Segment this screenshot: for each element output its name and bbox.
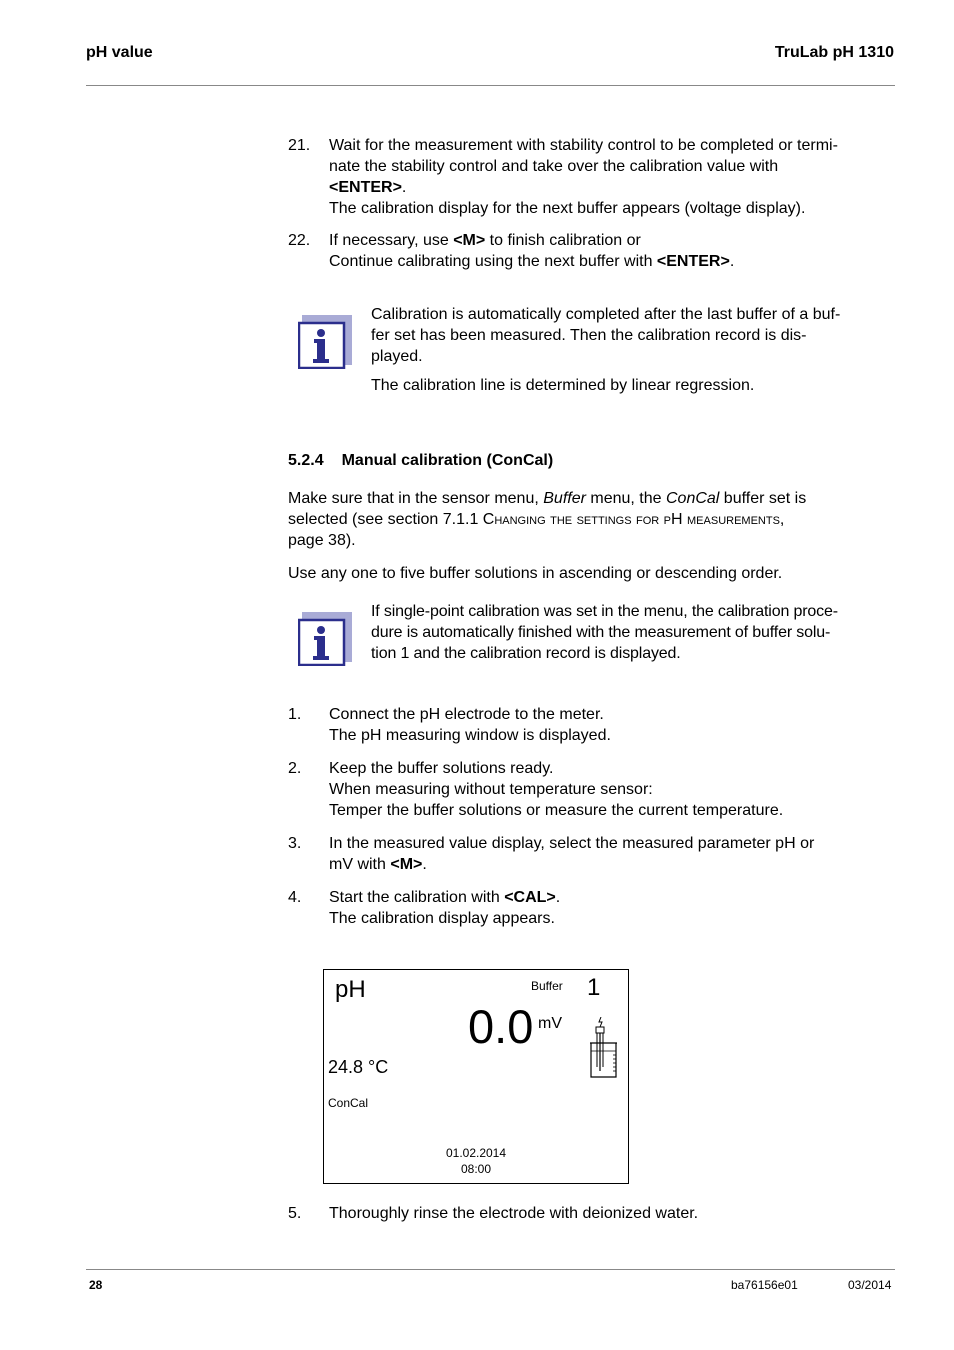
electrode-beaker-icon bbox=[588, 1017, 620, 1081]
page-number: 28 bbox=[89, 1278, 103, 1292]
step-2-line-3: Temper the buffer solutions or measure the current temperature. bbox=[329, 802, 784, 819]
note-2 bbox=[371, 601, 895, 664]
text: . bbox=[422, 856, 427, 873]
step-3-text bbox=[329, 833, 895, 875]
step-2-line-1: Keep the buffer solutions ready. bbox=[329, 760, 554, 777]
step-1-number: 1. bbox=[288, 706, 302, 723]
note-2-line-3: tion 1 and the calibration record is displayed. bbox=[371, 645, 681, 662]
text: . bbox=[555, 889, 561, 906]
step-21-line-4: The calibration display for the next buffer appears (voltage display). bbox=[329, 200, 806, 217]
m-key: <M> bbox=[390, 856, 423, 873]
step-21-line-1: Wait for the measurement with stability control to be completed or termi- bbox=[329, 137, 838, 154]
step-22-number: 22. bbox=[288, 232, 311, 249]
section-link: Changing the settings for pH measurements bbox=[482, 511, 780, 528]
note-1-line-4: The calibration line is determined by linear regression. bbox=[371, 377, 755, 394]
step-22-line-2 bbox=[329, 251, 895, 272]
step-1-line-2: The pH measuring window is displayed. bbox=[329, 727, 611, 744]
section-heading bbox=[288, 452, 553, 470]
text: . bbox=[729, 253, 735, 270]
step-2-line-2: When measuring without temperature sensor: bbox=[329, 781, 653, 798]
cal-key: <CAL> bbox=[504, 889, 556, 906]
text: Continue calibrating using the next buffer with bbox=[329, 253, 657, 270]
step-21-number: 21. bbox=[288, 137, 311, 154]
step-4-line-1 bbox=[329, 887, 895, 908]
document-date: 03/2014 bbox=[848, 1278, 892, 1292]
header-rule bbox=[86, 85, 895, 86]
text: mV with bbox=[329, 856, 391, 873]
intro-paragraph bbox=[288, 488, 895, 551]
display-unit: mV bbox=[538, 1015, 562, 1032]
intro-line-2 bbox=[288, 509, 895, 530]
text: to finish calibration or bbox=[485, 232, 641, 249]
note-1-line-1: Calibration is automatically completed after the last buffer of a buf- bbox=[371, 306, 841, 323]
intro-paragraph-2: Use any one to five buffer solutions in ascending or descending order. bbox=[288, 565, 783, 582]
text: menu, the bbox=[585, 490, 666, 507]
period: . bbox=[401, 179, 407, 196]
note-2-line-1: If single-point calibration was set in the menu, the calibration proce- bbox=[371, 603, 838, 620]
text: selected (see section 7.1.1 bbox=[288, 511, 483, 528]
step-5-text: Thoroughly rinse the electrode with deionized water. bbox=[329, 1205, 699, 1222]
note-1-line-3: played. bbox=[371, 348, 423, 365]
enter-key: <ENTER> bbox=[329, 179, 402, 196]
display-temperature: 24.8 °C bbox=[328, 1057, 389, 1077]
step-4-line-2: The calibration display appears. bbox=[329, 910, 555, 927]
text: buffer set is bbox=[719, 490, 807, 507]
info-icon bbox=[298, 612, 352, 666]
document-id: ba76156e01 bbox=[731, 1278, 798, 1292]
step-3-line-1: In the measured value display, select the measured parameter pH or bbox=[329, 835, 815, 852]
meter-display bbox=[323, 969, 629, 1184]
text: Make sure that in the sensor menu, bbox=[288, 490, 544, 507]
display-buffer-label: Buffer bbox=[531, 979, 563, 993]
step-21-line-3 bbox=[329, 177, 895, 198]
concal-ref: ConCal bbox=[665, 490, 720, 507]
display-value: 0.0 bbox=[468, 1000, 534, 1053]
footer-rule bbox=[86, 1269, 895, 1270]
text: , bbox=[779, 511, 785, 528]
header-right: TruLab pH 1310 bbox=[774, 44, 894, 61]
buffer-menu-ref: Buffer bbox=[543, 490, 586, 507]
step-2-number: 2. bbox=[288, 760, 302, 777]
text: Start the calibration with bbox=[329, 889, 505, 906]
step-1-line-1: Connect the pH electrode to the meter. bbox=[329, 706, 604, 723]
header-left: pH value bbox=[86, 44, 153, 61]
step-3-number: 3. bbox=[288, 835, 302, 852]
text: If necessary, use bbox=[329, 232, 454, 249]
enter-key: <ENTER> bbox=[656, 253, 730, 270]
section-number: 5.2.4 bbox=[288, 452, 324, 469]
display-parameter: pH bbox=[335, 976, 366, 1003]
note-1 bbox=[371, 304, 895, 396]
display-buffer-set: ConCal bbox=[328, 1096, 369, 1110]
display-buffer-number: 1 bbox=[587, 974, 601, 1001]
m-key: <M> bbox=[453, 232, 486, 249]
step-2-text bbox=[329, 758, 895, 821]
intro-line-3: page 38). bbox=[288, 532, 356, 549]
display-date: 01.02.2014 bbox=[445, 1146, 507, 1160]
note-1-line-2: fer set has been measured. Then the calibration record is dis- bbox=[371, 327, 807, 344]
step-4-text bbox=[329, 887, 895, 929]
step-21-text bbox=[329, 135, 895, 219]
step-22-line-1 bbox=[329, 230, 895, 251]
step-21-line-2: nate the stability control and take over the calibration value with bbox=[329, 158, 779, 175]
note-2-line-2: dure is automatically finished with the measurement of buffer solu- bbox=[371, 624, 831, 641]
info-icon bbox=[298, 315, 352, 369]
display-time: 08:00 bbox=[460, 1162, 492, 1176]
intro-line-1 bbox=[288, 488, 895, 509]
step-5-number: 5. bbox=[288, 1205, 302, 1222]
step-4-number: 4. bbox=[288, 889, 302, 906]
step-3-line-2 bbox=[329, 854, 895, 875]
step-1-text bbox=[329, 704, 895, 746]
section-title: Manual calibration (ConCal) bbox=[341, 452, 554, 469]
step-22-text bbox=[329, 230, 895, 272]
